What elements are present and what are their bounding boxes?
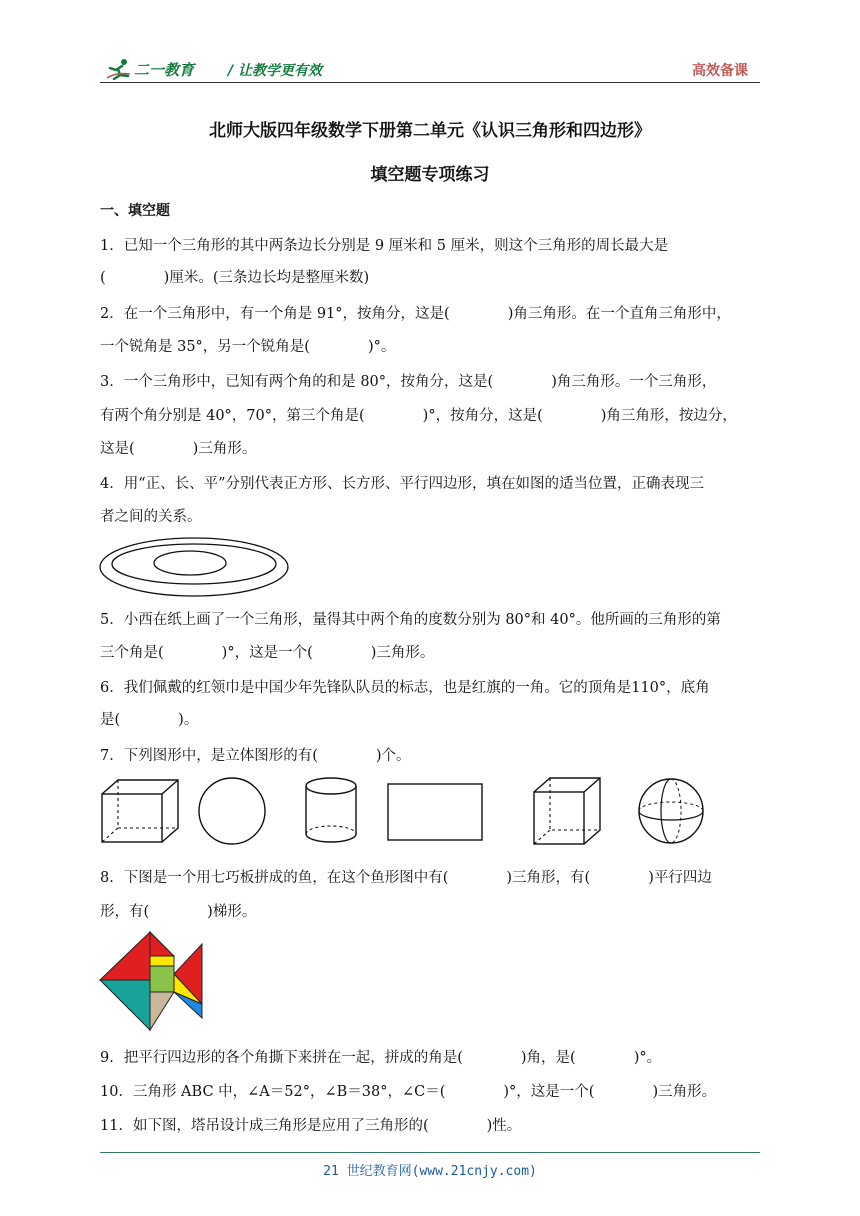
tangram-red-triangle-small (150, 932, 174, 956)
sphere-shape (636, 776, 706, 846)
question-line: 3．一个三角形中，已知有两个角的和是 80°，按角分，这是( )角三角形。一个三角形， (100, 374, 717, 390)
outer-ellipse (100, 538, 288, 596)
question-line: 一个锐角是 35°，另一个锐角是( )°。 (100, 339, 396, 355)
header-tag: 高效备课 (692, 63, 748, 79)
question-line: 形，有( )梯形。 (100, 904, 257, 920)
question-line: 有两个角分别是 40°，70°，第三个角是( )°，按角分，这是( )角三角形，按边分， (100, 408, 737, 424)
question-line: 9．把平行四边形的各个角撕下来拼在一起，拼成的角是( )角，是( )°。 (100, 1050, 662, 1066)
logo-text: 二一教育 (134, 60, 195, 79)
question-line: 者之间的关系。 (100, 509, 202, 525)
question-line: 11．如下图，塔吊设计成三角形是应用了三角形的( )性。 (100, 1118, 522, 1134)
question-line: 是( )。 (100, 712, 199, 728)
page-title: 北师大版四年级数学下册第二单元《认识三角形和四边形》 (209, 121, 651, 141)
tangram-teal-triangle-large (100, 980, 150, 1030)
footer-text[interactable]: 21 世纪教育网(www.21cnjy.com) (323, 1164, 537, 1179)
page-header (100, 56, 760, 82)
tangram-red-triangle-large (100, 932, 150, 980)
runner-logo-icon (106, 58, 132, 80)
header-divider (100, 82, 760, 83)
footer-divider (100, 1152, 760, 1153)
page-subtitle: 填空题专项练习 (370, 165, 490, 185)
question-line: 10．三角形 ABC 中，∠A＝52°，∠B＝38°，∠C＝( )°，这是一个( )三角形。 (100, 1084, 717, 1100)
question-line: 6．我们佩戴的红领巾是中国少年先锋队队员的标志，也是红旗的一角。它的顶角是110°，底角 (100, 680, 710, 696)
header-slogan: / 让教学更有效 (228, 63, 322, 79)
tangram-fish-figure (98, 930, 204, 1032)
cuboid-shape (100, 778, 180, 844)
logo (106, 58, 194, 80)
question-line: 8．下图是一个用七巧板拼成的鱼，在这个鱼形图中有( )三角形，有( )平行四边 (100, 870, 712, 886)
cylinder-shape (302, 776, 360, 846)
question-line: 1．已知一个三角形的其中两条边长分别是 9 厘米和 5 厘米，则这个三角形的周长最大是 (100, 238, 669, 254)
cube-shape (532, 776, 602, 846)
question-line: 这是( )三角形。 (100, 441, 257, 457)
question-line: 4．用“正、长、平”分别代表正方形、长方形、平行四边形，填在如图的适当位置，正确表现三 (100, 476, 705, 492)
tangram-yellow-piece (150, 956, 174, 966)
question-line: 三个角是( )°，这是一个( )三角形。 (100, 645, 435, 661)
tangram-green-square (150, 966, 174, 992)
nested-ellipses-diagram (98, 536, 290, 598)
section-heading: 一、填空题 (100, 203, 170, 219)
middle-ellipse (112, 544, 276, 584)
circle-shape (196, 776, 268, 846)
rectangle-shape (386, 782, 484, 842)
question-line: 7．下列图形中，是立体图形的有( )个。 (100, 748, 411, 764)
inner-ellipse (154, 551, 226, 575)
tangram-tan-parallelogram (150, 992, 174, 1030)
question-line: 2．在一个三角形中，有一个角是 91°，按角分，这是( )角三角形。在一个直角三角形中， (100, 306, 731, 322)
question-line: ( )厘米。(三条边长均是整厘米数) (100, 270, 370, 286)
question-line: 5．小西在纸上画了一个三角形，量得其中两个角的度数分别为 80°和 40°。他所画的三角形的第 (100, 612, 721, 628)
